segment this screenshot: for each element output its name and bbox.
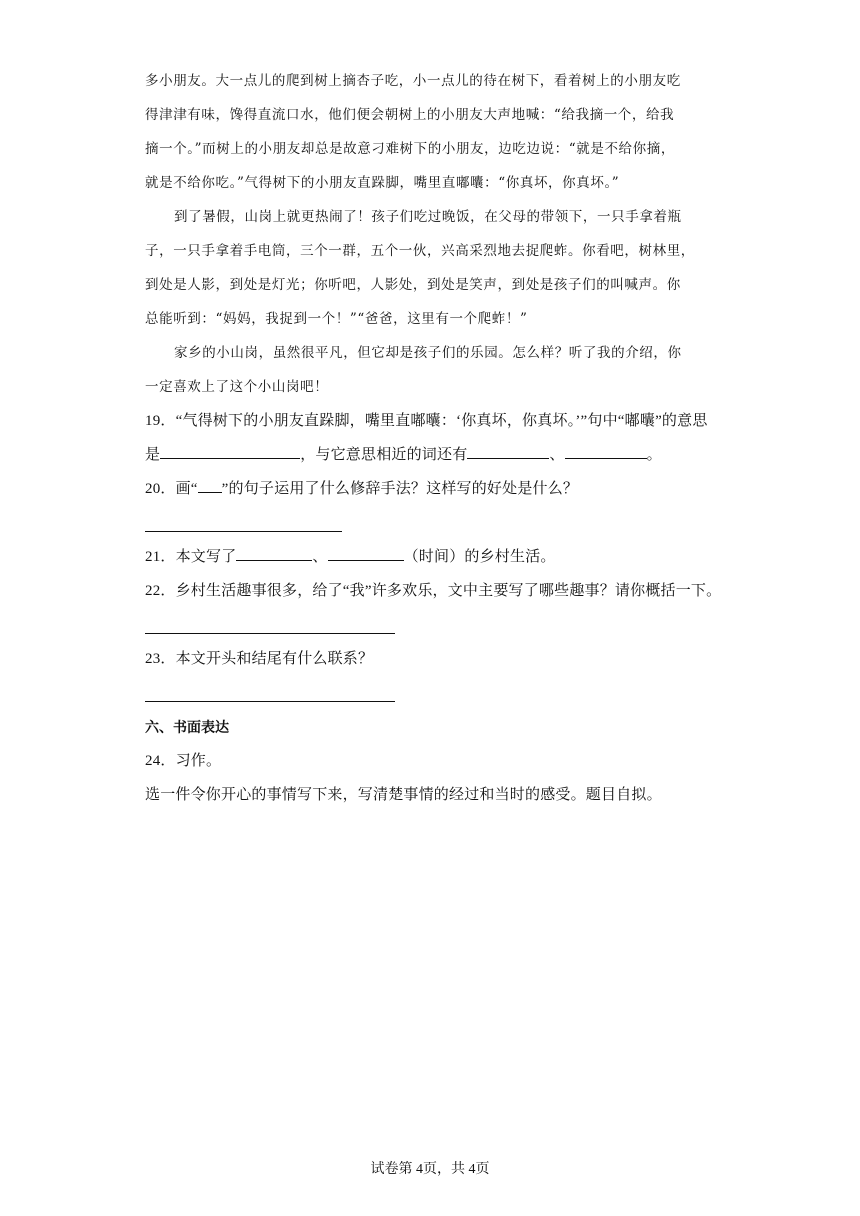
answer-blank-time-1[interactable] bbox=[236, 544, 312, 561]
question-19 bbox=[145, 404, 715, 438]
question-19-sep: 、 bbox=[549, 447, 565, 463]
passage-line: 总能听到：“妈妈，我捉到一个！”“爸爸，这里有一个爬蚱！” bbox=[145, 311, 528, 327]
question-23-answer-line[interactable] bbox=[145, 676, 715, 710]
answer-blank-time-2[interactable] bbox=[328, 544, 404, 561]
question-20-prefix: 20．画“ bbox=[145, 481, 198, 497]
passage-line: 家乡的小山岗，虽然很平凡，但它却是孩子们的乐园。怎么样？听了我的介绍，你 bbox=[174, 345, 682, 361]
question-21-sep: 、 bbox=[312, 549, 328, 565]
question-20 bbox=[145, 472, 715, 506]
question-19-end: 。 bbox=[646, 447, 662, 463]
reading-passage bbox=[145, 64, 715, 404]
question-21-prefix: 21．本文写了 bbox=[145, 549, 237, 565]
passage-line: 摘一个。”而树上的小朋友却总是故意刁难树下的小朋友，边吃边说：“就是不给你摘， bbox=[145, 141, 675, 157]
question-19-answer-row bbox=[145, 438, 715, 472]
passage-line: 多小朋友。大一点儿的爬到树上摘杏子吃，小一点儿的待在树下，看着树上的小朋友吃 bbox=[145, 73, 681, 89]
question-22-text: 22．乡村生活趣事很多，给了“我”许多欢乐，文中主要写了哪些趣事？请你概括一下。 bbox=[145, 583, 722, 599]
question-21-suffix: （时间）的乡村生活。 bbox=[403, 549, 556, 565]
exam-page-content bbox=[145, 64, 722, 812]
question-22 bbox=[145, 574, 722, 608]
passage-line: 就是不给你吃。”气得树下的小朋友直跺脚，嘴里直嘟囔：“你真坏，你真坏。” bbox=[145, 175, 620, 191]
writing-prompt: 选一件令你开心的事情写下来，写清楚事情的经过和当时的感受。题目自拟。 bbox=[145, 787, 662, 803]
section-title: 六、书面表达 bbox=[145, 719, 229, 735]
passage-line: 得津津有味，馋得直流口水，他们便会朝树上的小朋友大声地喊：“给我摘一个，给我 bbox=[145, 107, 675, 123]
answer-blank-synonym-2[interactable] bbox=[565, 442, 647, 459]
passage-line: 到了暑假，山岗上就更热闹了！孩子们吃过晚饭，在父母的带领下，一只手拿着瓶 bbox=[174, 209, 682, 225]
underline-marker bbox=[198, 478, 222, 493]
page-footer: 试卷第 4页，共 4页 bbox=[370, 1162, 490, 1177]
question-22-answer-line[interactable] bbox=[145, 608, 715, 642]
question-19-text: 19．“气得树下的小朋友直跺脚，嘴里直嘟囔：‘你真坏，你真坏。’”句中“嘟囔”的意思 bbox=[145, 413, 708, 429]
answer-blank-synonym-1[interactable] bbox=[467, 442, 549, 459]
answer-rule bbox=[145, 633, 395, 634]
answer-rule bbox=[145, 531, 342, 532]
question-24: 24．习作。 bbox=[145, 753, 222, 769]
question-20-answer-line[interactable] bbox=[145, 506, 715, 540]
question-21 bbox=[145, 540, 715, 574]
answer-rule bbox=[145, 701, 395, 702]
passage-line: 一定喜欢上了这个小山岗吧！ bbox=[145, 379, 329, 395]
question-23-text: 23．本文开头和结尾有什么联系？ bbox=[145, 651, 374, 667]
question-19-mid: ，与它意思相近的词还有 bbox=[300, 447, 468, 463]
passage-line: 子，一只手拿着手电筒，三个一群，五个一伙，兴高采烈地去捉爬蚱。你看吧，树林里， bbox=[145, 243, 695, 259]
question-19-prefix: 是 bbox=[145, 447, 161, 463]
question-23 bbox=[145, 642, 715, 676]
question-20-suffix: ”的句子运用了什么修辞手法？这样写的好处是什么？ bbox=[221, 481, 579, 497]
answer-blank-meaning[interactable] bbox=[160, 442, 300, 459]
passage-line: 到处是人影，到处是灯光；你听吧，人影处，到处是笑声，到处是孩子们的叫喊声。你 bbox=[145, 277, 681, 293]
